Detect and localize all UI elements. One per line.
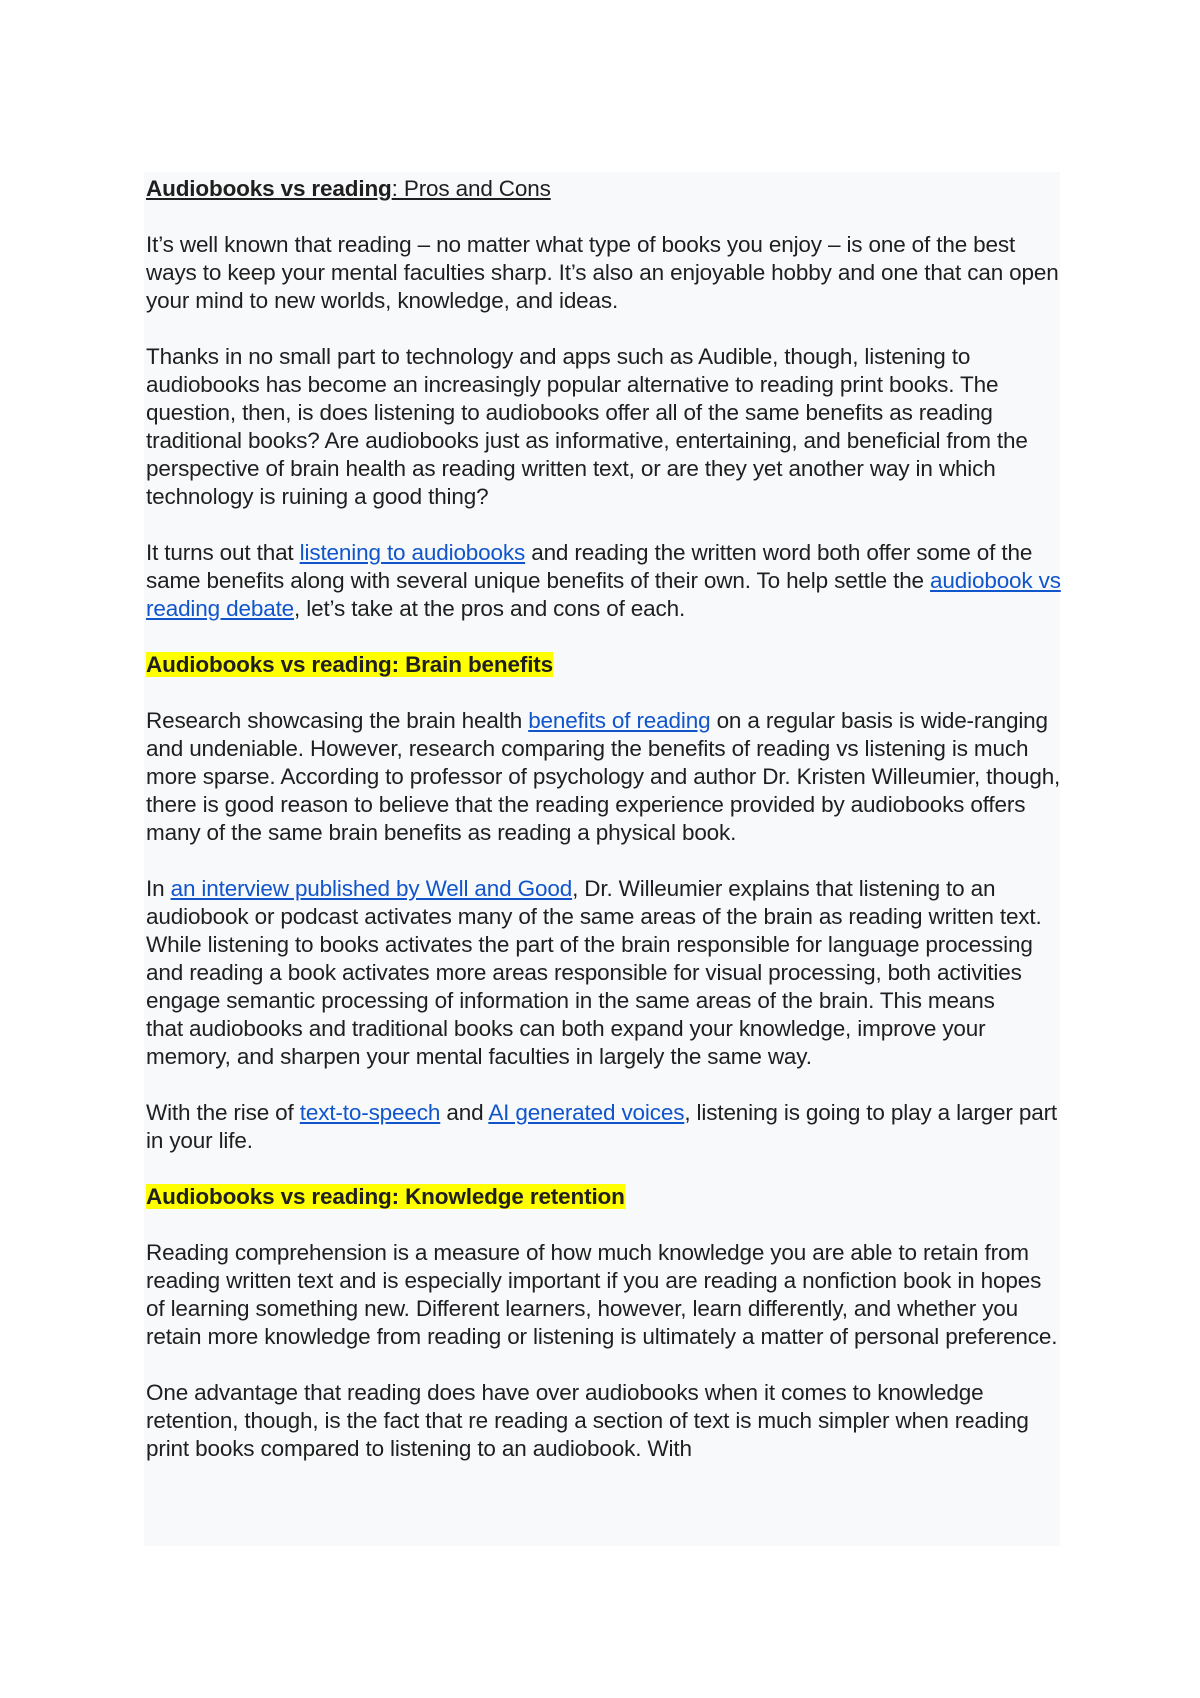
link-text-to-speech[interactable]: text-to-speech bbox=[299, 1100, 441, 1125]
text-span: In bbox=[146, 876, 171, 901]
text-span: With the rise of bbox=[146, 1100, 300, 1125]
document-title bbox=[146, 175, 1061, 203]
link-audiobook-vs-reading-debate[interactable]: audiobook vs reading debate bbox=[146, 568, 1061, 621]
link-benefits-of-reading[interactable]: benefits of reading bbox=[528, 708, 711, 733]
link-interview-well-and-good[interactable]: an interview published by Well and Good bbox=[170, 876, 573, 901]
text-span: and reading the written word both offer some of the same benefits along with several unique benefits of their own. To help settle the bbox=[146, 540, 1033, 593]
paragraph-research bbox=[146, 707, 1061, 847]
paragraph-advantage: One advantage that reading does have over audiobooks when it comes to knowledge retention, though, is the fact that re reading a section of text is much simpler when reading print books compared to listening to an audiobook. With bbox=[146, 1380, 1029, 1461]
title-rest: : Pros and Cons bbox=[391, 176, 551, 201]
text-span: on a regular basis is wide-ranging and undeniable. However, research comparing the benefits of reading vs listening is much more sparse. According to professor of psychology and author Dr. Kristen Willeumier, though, there is good reason to believe that the reading experience provided by audiobooks offers many of the same brain benefits as reading a physical book. bbox=[146, 708, 1061, 845]
link-ai-generated-voices[interactable]: AI generated voices bbox=[488, 1100, 685, 1125]
paragraph-text-to-speech bbox=[146, 1099, 1061, 1155]
text-span: that audiobooks and traditional books can both expand your knowledge, improve your memory, and sharpen your mental faculties in largely the same way. bbox=[146, 1016, 986, 1069]
text-span: , Dr. Willeumier explains that listening to an audiobook or podcast activates many of the same areas of the brain as reading written text. While listening to books activates the part of the brain responsible for language processing and reading a book activates more areas responsible for visual processing, both activities engage semantic processing of information in the same areas of the brain. This means bbox=[146, 876, 1042, 1013]
link-listening-to-audiobooks[interactable]: listening to audiobooks bbox=[299, 540, 526, 565]
paragraph-turns-out bbox=[146, 539, 1061, 623]
heading-text: Audiobooks vs reading: Knowledge retention bbox=[146, 1184, 625, 1209]
heading-text: Audiobooks vs reading: Brain benefits bbox=[146, 652, 554, 677]
heading-knowledge-retention bbox=[146, 1183, 1061, 1211]
text-span: , let’s take at the pros and cons of each. bbox=[294, 596, 686, 621]
paragraph-intro: It’s well known that reading – no matter what type of books you enjoy – is one of the best ways to keep your mental faculties sharp. It’s also an enjoyable hobby and one that can open your mind to new worlds, knowledge, and ideas. bbox=[146, 232, 1059, 313]
text-span: Research showcasing the brain health bbox=[146, 708, 529, 733]
paragraph-comprehension: Reading comprehension is a measure of how much knowledge you are able to retain from reading written text and is especially important if you are reading a nonfiction book in hopes of learning something new. Different learners, however, learn differently, and whether you retain more knowledge from reading or listening is ultimately a matter of personal preference. bbox=[146, 1240, 1058, 1349]
text-span: and bbox=[440, 1100, 489, 1125]
heading-brain-benefits bbox=[146, 651, 1061, 679]
title-bold: Audiobooks vs reading bbox=[146, 176, 392, 201]
paragraph-audible: Thanks in no small part to technology and apps such as Audible, though, listening to audiobooks has become an increasingly popular alternative to reading print books. The question, then, is does listening to audiobooks offer all of the same benefits as reading traditional books? Are audiobooks just as informative, entertaining, and beneficial from the perspective of brain health as reading written text, or are they yet another way in which technology is ruining a good thing? bbox=[146, 344, 1028, 509]
paragraph-interview bbox=[146, 875, 1061, 1071]
text-span: It turns out that bbox=[146, 540, 300, 565]
text-span: , listening is going to play a larger part in your life. bbox=[146, 1100, 1058, 1153]
document-body bbox=[146, 175, 1061, 1491]
